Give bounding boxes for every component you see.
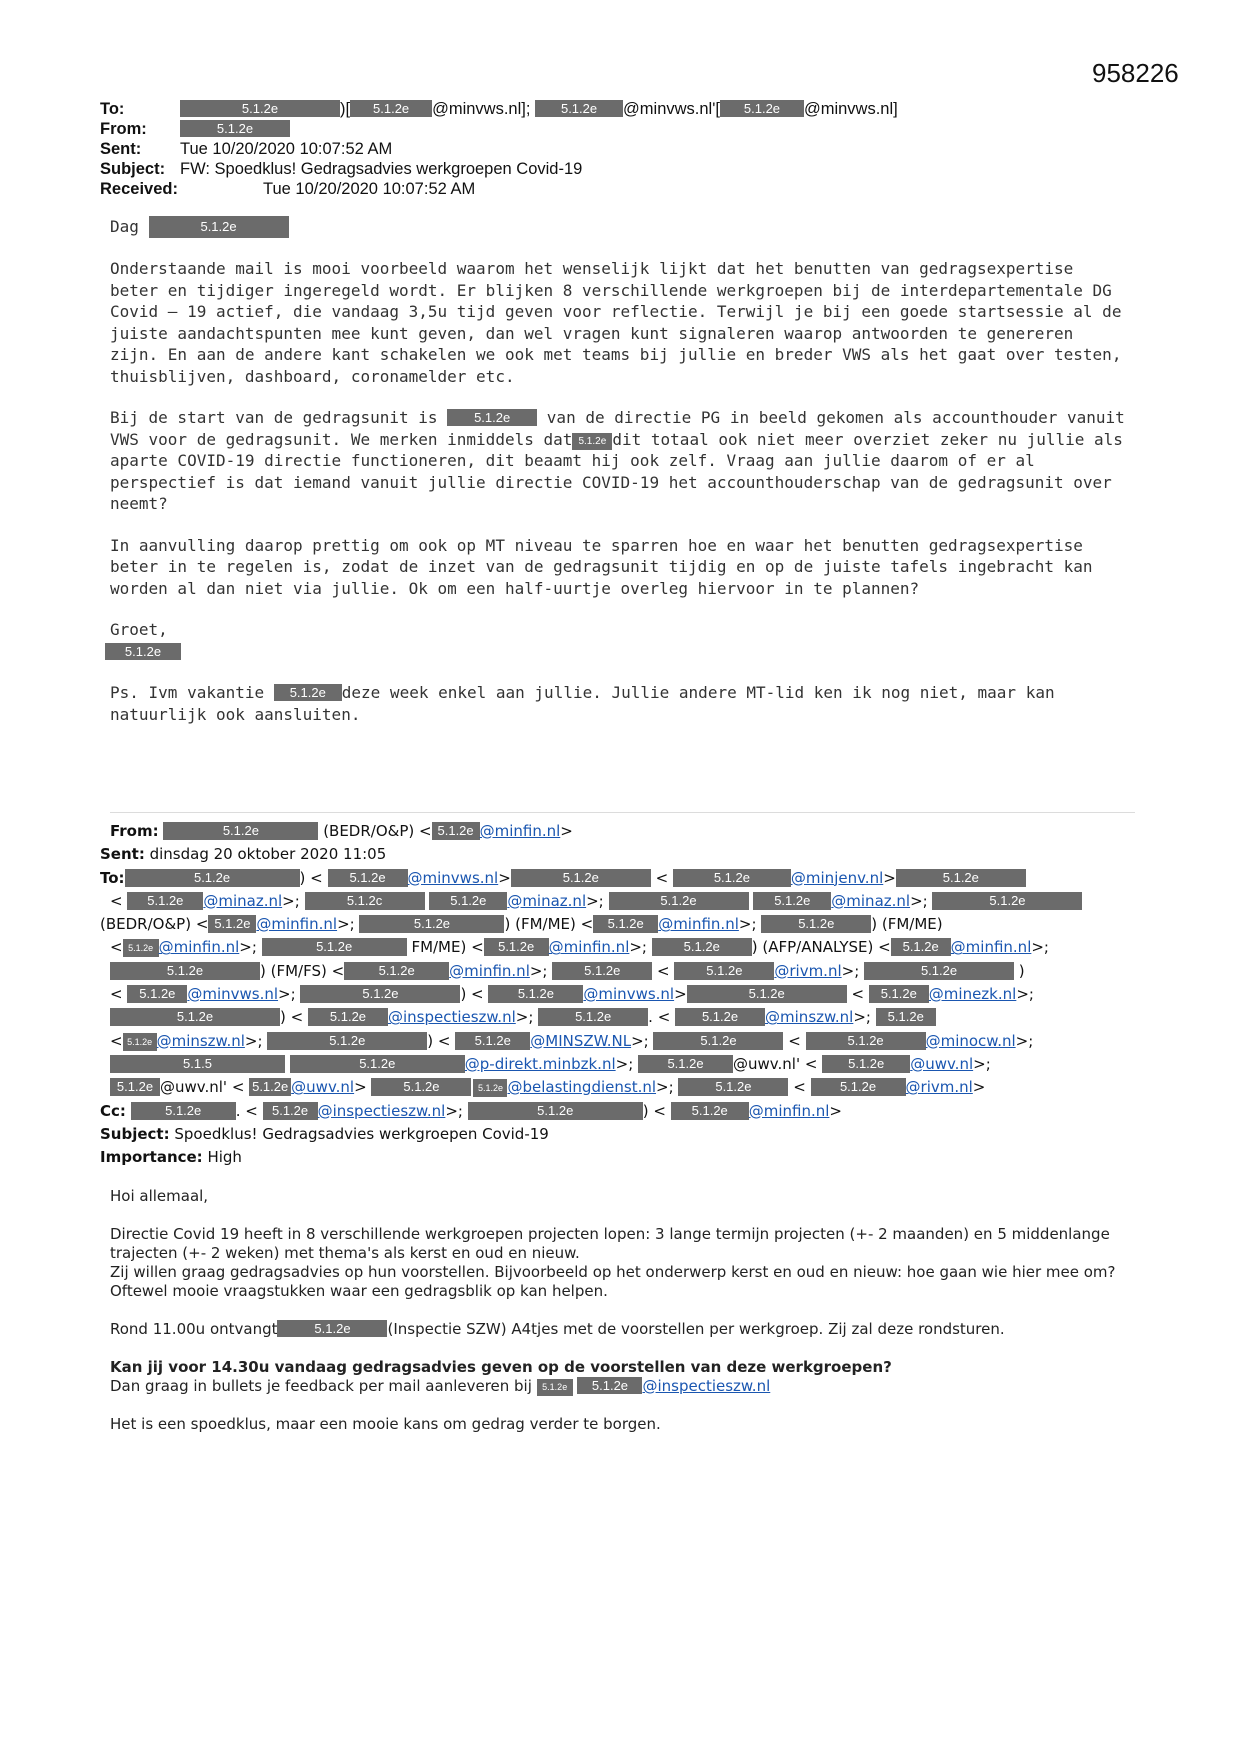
- sent-label: Sent:: [100, 140, 142, 158]
- greeting: Hoi allemaal,: [110, 1187, 209, 1205]
- paragraph: [110, 1225, 1140, 1301]
- redaction: 5.1.2e: [537, 1379, 573, 1396]
- email-link[interactable]: @minfin.nl: [479, 822, 561, 840]
- redaction: 5.1.2e: [127, 985, 187, 1003]
- email-domain: @uwv.nl': [733, 1054, 801, 1073]
- from-label: From:: [100, 120, 147, 138]
- subject-value: FW: Spoedklus! Gedragsadvies werkgroepen Covid-19: [180, 160, 583, 178]
- redaction: 5.1.2e: [371, 1078, 471, 1096]
- from-label: From:: [110, 822, 159, 840]
- redaction: 5.1.2e: [131, 1102, 236, 1120]
- redaction: 5.1.2e: [609, 892, 749, 910]
- redaction: 5.1.2e: [869, 985, 929, 1003]
- to-line: (BEDR/O&P) < 5.1.2e @minfin.nl>; 5.1.2e ) (FM/ME) < 5.1.2e @minfin.nl>; 5.1.2e ) (FM/ME): [100, 915, 943, 934]
- text: ) (AFP/ANALYSE) <: [751, 938, 891, 957]
- redaction: 5.1.2c: [305, 892, 425, 910]
- from-row: [100, 119, 901, 139]
- email-link[interactable]: @uwv.nl: [910, 1054, 974, 1073]
- text: Zij willen graag gedragsadvies op hun voorstellen. Bijvoorbeeld op het onderwerp kerst en oud en nieuw: hoe gaan wie hier mee om?: [110, 1263, 1116, 1281]
- sent-value: Tue 10/20/2020 10:07:52 AM: [180, 140, 393, 158]
- text: (Inspectie SZW) A4tjes met de voorstellen per werkgroep. Zij zal deze rondsturen.: [387, 1320, 1005, 1338]
- text: (BEDR/O&P) <: [323, 822, 432, 840]
- greeting-text: Dag: [110, 217, 139, 236]
- text: van de directie PG in beeld gekomen als accounthouder vanuit VWS voor de gedragsunit. We merken inmiddels dat: [110, 408, 1125, 449]
- email-link[interactable]: @minezk.nl: [928, 985, 1017, 1004]
- to-row: [100, 99, 901, 119]
- redaction: 5.1.2e: [720, 100, 804, 117]
- subject-label: Subject:: [100, 1124, 170, 1143]
- redaction: 5.1.2e: [308, 1008, 388, 1026]
- redaction: 5.1.2e: [149, 216, 289, 238]
- redaction: 5.1.2e: [864, 962, 1014, 980]
- redaction: 5.1.2e: [638, 1055, 733, 1073]
- email-link[interactable]: @rivm.nl: [774, 961, 842, 980]
- redaction: 5.1.2e: [671, 1102, 749, 1120]
- to-line: 5.1.2e @uwv.nl' < 5.1.2e @uwv.nl> 5.1.2e 5.1.2e @belastingdienst.nl>; 5.1.2e < 5.1.2e @rivm.nl>: [100, 1076, 1140, 1099]
- sent-value: dinsdag 20 oktober 2020 11:05: [149, 845, 387, 864]
- redaction: 5.1.2e: [180, 120, 290, 137]
- redaction: 5.1.2e: [652, 938, 752, 956]
- received-label: Received:: [100, 180, 178, 198]
- redaction: 5.1.2e: [806, 1032, 926, 1050]
- text: ) (FM/FS) <: [260, 961, 345, 980]
- text: Rond 11.00u ontvangt: [110, 1320, 278, 1338]
- redaction: 5.1.2e: [552, 962, 652, 980]
- divider: [110, 812, 1135, 813]
- redaction: 5.1.2e: [262, 938, 407, 956]
- redaction: 5.1.2e: [249, 1078, 291, 1096]
- to-line: 5.1.2e ) (FM/FS) < 5.1.2e @minfin.nl>; 5.1.2e < 5.1.2e @rivm.nl>; 5.1.2e ): [100, 960, 1140, 983]
- text: dit totaal ook niet meer overziet zeker nu jullie als aparte COVID-19 directie functioneren, dit beaamt hij ook zelf. Vraag aan jullie daarom of er al perspectief is dat iemand vanuit jullie directie COVID-19 het accounthouderschap van de gedragsunit over neemt?: [110, 429, 1123, 513]
- text: Ps. Ivm vakantie: [110, 683, 265, 702]
- text: Kan jij voor 14.30u vandaag gedragsadvies geven op de voorstellen van deze werkgroepen?: [110, 1358, 892, 1376]
- sent-label: Sent:: [100, 845, 145, 864]
- email-link[interactable]: @minvws.nl: [407, 868, 499, 887]
- redaction: 5.1.2e: [125, 869, 300, 887]
- redaction: 5.1.2e: [876, 1008, 936, 1026]
- email-link[interactable]: @belastingdienst.nl: [507, 1078, 657, 1097]
- redaction: 5.1.2e: [267, 1032, 427, 1050]
- redaction: 5.1.2e: [653, 1032, 783, 1050]
- to-line: < 5.1.2e @minaz.nl>; 5.1.2c 5.1.2e @minaz.nl>; 5.1.2e 5.1.2e @minaz.nl>; 5.1.2e: [100, 890, 1140, 913]
- email-link[interactable]: @rivm.nl: [905, 1078, 973, 1097]
- redaction: 5.1.2e: [432, 822, 480, 840]
- redaction: 5.1.2e: [687, 985, 847, 1003]
- subject-value: Spoedklus! Gedragsadvies werkgroepen Covid-19: [174, 1124, 549, 1143]
- redaction: 5.1.2e: [127, 892, 203, 910]
- postscript: [110, 682, 1130, 725]
- text: Oftewel mooie vraagstukken waar een gedragsblik op kan helpen.: [110, 1282, 608, 1300]
- email-link[interactable]: @minfin.nl: [658, 915, 739, 934]
- redaction: 5.1.2e: [163, 822, 318, 840]
- punct: )[: [340, 100, 351, 118]
- email-link[interactable]: @minfin.nl: [256, 915, 338, 934]
- redaction: 5.1.2e: [535, 100, 623, 117]
- forwarded-header: [100, 820, 1140, 1169]
- redaction: 5.1.2e: [511, 869, 651, 887]
- redaction: 5.1.2e: [263, 1102, 318, 1120]
- redaction: 5.1.2e: [675, 1008, 765, 1026]
- redaction: 5.1.2e: [350, 100, 432, 117]
- redaction: 5.1.2e: [290, 1055, 465, 1073]
- email-link[interactable]: @p-direkt.minbzk.nl: [464, 1054, 616, 1073]
- paragraph: In aanvulling daarop prettig om ook op MT niveau te sparren hoe en waar het benutten gedragsexpertise beter in te regelen is, zodat de inzet van de gedragsunit tijdig en op de juiste tafels ingebracht kan worden al dan niet via jullie. Ok om een half-uurtje overleg hiervoor in te plannen?: [110, 535, 1093, 598]
- fwd-from-row: From: 5.1.2e (BEDR/O&P) < 5.1.2e @minfin.nl>: [110, 822, 573, 840]
- text: ) (FM/ME): [871, 915, 943, 934]
- email-link[interactable]: @minvws.nl: [187, 985, 279, 1004]
- email-link[interactable]: @minocw.nl: [925, 1031, 1016, 1050]
- text: ) (FM/ME) <: [504, 915, 594, 934]
- text: (BEDR/O&P) <: [100, 915, 209, 934]
- importance-label: Importance:: [100, 1148, 203, 1167]
- email1-body: [110, 216, 1130, 745]
- email-link[interactable]: @minszw.nl: [156, 1031, 245, 1050]
- redaction: 5.1.2e: [359, 915, 504, 933]
- to-label: To:: [100, 868, 125, 887]
- redaction: 5.1.2e: [105, 643, 181, 660]
- redaction: 5.1.2e: [110, 962, 260, 980]
- paragraph: [110, 407, 1130, 515]
- text: deze week enkel aan jullie. Jullie andere MT-lid ken ik nog niet, maar kan natuurlijk ook aansluiten.: [110, 683, 1055, 724]
- cc-label: Cc:: [100, 1101, 126, 1120]
- redaction: 5.1.2e: [110, 1078, 160, 1096]
- email-link[interactable]: @uwv.nl: [291, 1078, 355, 1097]
- document-number: 958226: [1092, 58, 1179, 88]
- to-line: < 5.1.2e @minfin.nl>; 5.1.2e FM/ME) < 5.1.2e @minfin.nl>; 5.1.2e ) (AFP/ANALYSE) < 5.1.2e @minfin.nl>;: [110, 938, 1049, 957]
- text: Directie Covid 19 heeft in 8 verschillende werkgroepen projecten lopen: 3 lange termijn projecten (+- 2 maanden) en 5 middenlange trajecten (+- 2 weken) met thema's als kerst en oud en nieuw.: [110, 1225, 1110, 1262]
- paragraph: Onderstaande mail is mooi voorbeeld waarom het wenselijk lijkt dat het benutten van gedragsexpertise beter en tijdiger ingeregeld wordt. Er blijken 8 verschillende werkgroepen bij de interdepartementale DG Covid – 19 actief, die vandaag 3,5u tijd geven voor reflectie. Terwijl je bij een goede startsessie al de juiste aandachtspunten mee kunt geven, dan wel vragen kunt signaleren waarop antwoorden te genereren zijn. En aan de andere kant schakelen we ook met teams bij jullie en breder VWS als het gaat over testen, thuisblijven, dashboard, coronamelder etc.: [110, 259, 1122, 386]
- redaction: 5.1.2e: [300, 985, 460, 1003]
- email-link[interactable]: @minfin.nl: [449, 961, 530, 980]
- to-line: 5.1.2e ) < 5.1.2e @inspectieszw.nl>; 5.1.2e . < 5.1.2e @minszw.nl>; 5.1.2e: [100, 1006, 1140, 1029]
- email-link[interactable]: @inspectieszw.nl: [387, 1008, 516, 1027]
- redaction: 5.1.2e: [429, 892, 507, 910]
- subject-row: [100, 159, 901, 179]
- closing: [110, 619, 1130, 662]
- redaction: 5.1.2e: [678, 1078, 788, 1096]
- paragraph: [110, 1320, 1140, 1339]
- text: FM/ME) <: [411, 938, 484, 957]
- email-link[interactable]: @minaz.nl: [203, 891, 283, 910]
- fwd-sent-row: [100, 843, 1140, 866]
- email-link[interactable]: @MINSZW.NL: [530, 1031, 632, 1050]
- fwd-importance-row: [100, 1146, 1140, 1169]
- fwd-to-row: To: 5.1.2e ) < 5.1.2e @minvws.nl> 5.1.2e < 5.1.2e @minjenv.nl> 5.1.2e: [100, 867, 1140, 890]
- text: Bij de start van de gedragsunit is: [110, 408, 438, 427]
- redaction: 5.1.2e: [473, 1079, 507, 1097]
- redaction: 5.1.2e: [123, 939, 159, 957]
- redaction: 5.1.2e: [593, 915, 658, 933]
- fwd-subject-row: [100, 1123, 1140, 1146]
- fwd-cc-row: Cc: 5.1.2e . < 5.1.2e @inspectieszw.nl>; 5.1.2e ) < 5.1.2e @minfin.nl>: [100, 1101, 842, 1120]
- redaction: 5.1.2e: [761, 915, 871, 933]
- text: Dan graag in bullets je feedback per mail aanleveren bij: [110, 1377, 532, 1395]
- email-link[interactable]: @minszw.nl: [765, 1008, 854, 1027]
- to-line: < 5.1.2e @minvws.nl>; 5.1.2e ) < 5.1.2e @minvws.nl> 5.1.2e < 5.1.2e @minezk.nl>;: [110, 985, 1034, 1004]
- received-value: Tue 10/20/2020 10:07:52 AM: [263, 180, 476, 198]
- redaction: 5.1.2e: [208, 915, 256, 933]
- redaction: 5.1.2e: [468, 1102, 643, 1120]
- subject-label: Subject:: [100, 160, 166, 178]
- redaction: 5.1.2e: [811, 1078, 906, 1096]
- redaction: 5.1.2e: [277, 1320, 387, 1337]
- to-line: < 5.1.2e @minszw.nl>; 5.1.2e ) < 5.1.2e @MINSZW.NL>; 5.1.2e < 5.1.2e @minocw.nl>;: [110, 1031, 1034, 1050]
- redaction: 5.1.2e: [896, 869, 1026, 887]
- redaction: 5.1.2e: [180, 100, 340, 117]
- email-domain: @minvws.nl'[: [623, 100, 720, 118]
- redaction: 5.1.2e: [891, 938, 951, 956]
- email-domain: @minvws.nl];: [432, 100, 531, 118]
- email-link[interactable]: @minfin.nl: [548, 938, 630, 957]
- paragraph: [110, 1358, 1140, 1396]
- redaction: 5.1.2e: [344, 962, 449, 980]
- email-link[interactable]: @minaz.nl: [831, 891, 911, 910]
- redaction: 5.1.2e: [488, 985, 583, 1003]
- redaction: 5.1.2e: [538, 1008, 648, 1026]
- redaction: 5.1.2e: [753, 892, 831, 910]
- redaction: 5.1.2e: [110, 1008, 280, 1026]
- email-link[interactable]: @inspectieszw.nl: [317, 1101, 446, 1120]
- redaction: 5.1.2e: [572, 433, 612, 450]
- redaction: 5.1.2e: [123, 1033, 157, 1051]
- email2-body: [110, 1187, 1140, 1453]
- email-link[interactable]: @minaz.nl: [507, 891, 587, 910]
- redaction: 5.1.2e: [447, 409, 537, 426]
- email-link[interactable]: @minvws.nl: [583, 985, 675, 1004]
- sent-row: [100, 139, 901, 159]
- redaction: 5.1.2e: [932, 892, 1082, 910]
- email-link[interactable]: @minfin.nl: [950, 938, 1032, 957]
- email-link[interactable]: @inspectieszw.nl: [642, 1377, 771, 1395]
- received-row: [100, 179, 901, 199]
- greeting: [110, 216, 1130, 238]
- closing-text: Groet,: [110, 620, 168, 639]
- to-label: To:: [100, 100, 125, 118]
- redaction: 5.1.2e: [455, 1032, 530, 1050]
- email-link[interactable]: @minjenv.nl: [790, 868, 884, 887]
- redaction: 5.1.2e: [674, 962, 774, 980]
- redaction: 5.1.2e: [274, 684, 342, 701]
- email-header: [100, 99, 901, 199]
- importance-value: High: [207, 1148, 242, 1167]
- email-link[interactable]: @minfin.nl: [158, 938, 240, 957]
- redaction: 5.1.2e: [577, 1377, 642, 1394]
- email-link[interactable]: @minfin.nl: [748, 1101, 830, 1120]
- redaction: 5.1.5: [110, 1055, 285, 1073]
- email-domain: @minvws.nl]: [803, 100, 898, 118]
- redaction: 5.1.2e: [484, 938, 549, 956]
- email-domain: @uwv.nl': [160, 1078, 228, 1097]
- redaction: 5.1.2e: [822, 1055, 910, 1073]
- paragraph: Het is een spoedklus, maar een mooie kans om gedrag verder te borgen.: [110, 1415, 661, 1433]
- redaction: 5.1.2e: [328, 869, 408, 887]
- redaction: 5.1.2e: [673, 869, 791, 887]
- to-line: 5.1.5 5.1.2e @p-direkt.minbzk.nl>; 5.1.2e @uwv.nl' < 5.1.2e @uwv.nl>;: [100, 1053, 1140, 1076]
